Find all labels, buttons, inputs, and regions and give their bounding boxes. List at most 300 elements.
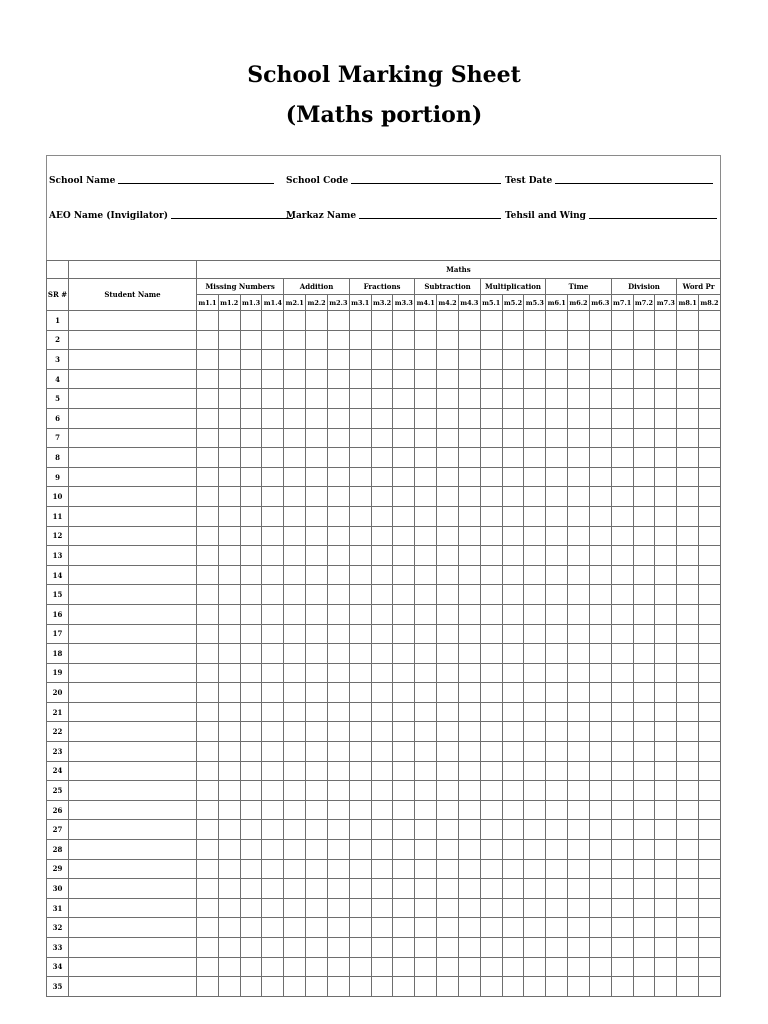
mark-cell[interactable]	[589, 918, 611, 938]
mark-cell[interactable]	[633, 506, 655, 526]
mark-cell[interactable]	[546, 389, 568, 409]
mark-cell[interactable]	[458, 624, 480, 644]
mark-cell[interactable]	[524, 369, 546, 389]
mark-cell[interactable]	[371, 311, 393, 331]
mark-cell[interactable]	[589, 742, 611, 762]
mark-cell[interactable]	[699, 800, 721, 820]
mark-cell[interactable]	[371, 683, 393, 703]
mark-cell[interactable]	[568, 977, 590, 997]
student-name-cell[interactable]	[69, 448, 197, 468]
mark-cell[interactable]	[240, 722, 262, 742]
mark-cell[interactable]	[524, 506, 546, 526]
mark-cell[interactable]	[262, 604, 284, 624]
mark-cell[interactable]	[371, 448, 393, 468]
mark-cell[interactable]	[524, 526, 546, 546]
mark-cell[interactable]	[633, 859, 655, 879]
mark-cell[interactable]	[655, 702, 677, 722]
mark-cell[interactable]	[611, 448, 633, 468]
mark-cell[interactable]	[284, 408, 306, 428]
mark-cell[interactable]	[218, 800, 240, 820]
mark-cell[interactable]	[589, 506, 611, 526]
mark-cell[interactable]	[524, 408, 546, 428]
mark-cell[interactable]	[458, 840, 480, 860]
mark-cell[interactable]	[306, 644, 328, 664]
mark-cell[interactable]	[197, 350, 219, 370]
mark-cell[interactable]	[437, 800, 459, 820]
mark-cell[interactable]	[240, 311, 262, 331]
mark-cell[interactable]	[458, 467, 480, 487]
mark-cell[interactable]	[218, 369, 240, 389]
mark-cell[interactable]	[197, 565, 219, 585]
mark-cell[interactable]	[611, 311, 633, 331]
student-name-cell[interactable]	[69, 487, 197, 507]
mark-cell[interactable]	[568, 820, 590, 840]
mark-cell[interactable]	[306, 526, 328, 546]
mark-cell[interactable]	[546, 369, 568, 389]
mark-cell[interactable]	[524, 428, 546, 448]
mark-cell[interactable]	[655, 742, 677, 762]
mark-cell[interactable]	[458, 859, 480, 879]
mark-cell[interactable]	[306, 898, 328, 918]
mark-cell[interactable]	[677, 311, 699, 331]
mark-cell[interactable]	[437, 565, 459, 585]
mark-cell[interactable]	[502, 918, 524, 938]
mark-cell[interactable]	[568, 624, 590, 644]
mark-cell[interactable]	[218, 565, 240, 585]
mark-cell[interactable]	[611, 820, 633, 840]
mark-cell[interactable]	[284, 448, 306, 468]
mark-cell[interactable]	[437, 487, 459, 507]
mark-cell[interactable]	[502, 977, 524, 997]
mark-cell[interactable]	[327, 840, 349, 860]
mark-cell[interactable]	[699, 722, 721, 742]
mark-cell[interactable]	[393, 918, 415, 938]
mark-cell[interactable]	[633, 663, 655, 683]
mark-cell[interactable]	[677, 761, 699, 781]
mark-cell[interactable]	[393, 840, 415, 860]
mark-cell[interactable]	[371, 369, 393, 389]
mark-cell[interactable]	[677, 350, 699, 370]
student-name-cell[interactable]	[69, 311, 197, 331]
mark-cell[interactable]	[589, 330, 611, 350]
mark-cell[interactable]	[371, 918, 393, 938]
mark-cell[interactable]	[502, 898, 524, 918]
mark-cell[interactable]	[306, 487, 328, 507]
mark-cell[interactable]	[437, 369, 459, 389]
mark-cell[interactable]	[327, 644, 349, 664]
mark-cell[interactable]	[568, 702, 590, 722]
mark-cell[interactable]	[262, 408, 284, 428]
mark-cell[interactable]	[589, 487, 611, 507]
mark-cell[interactable]	[458, 389, 480, 409]
mark-cell[interactable]	[546, 957, 568, 977]
mark-cell[interactable]	[524, 898, 546, 918]
mark-cell[interactable]	[327, 918, 349, 938]
mark-cell[interactable]	[371, 938, 393, 958]
mark-cell[interactable]	[480, 918, 502, 938]
mark-cell[interactable]	[458, 742, 480, 762]
mark-cell[interactable]	[306, 311, 328, 331]
mark-cell[interactable]	[349, 526, 371, 546]
mark-cell[interactable]	[197, 526, 219, 546]
mark-cell[interactable]	[502, 644, 524, 664]
mark-cell[interactable]	[568, 879, 590, 899]
mark-cell[interactable]	[327, 565, 349, 585]
mark-cell[interactable]	[306, 350, 328, 370]
mark-cell[interactable]	[240, 408, 262, 428]
mark-cell[interactable]	[284, 350, 306, 370]
mark-cell[interactable]	[327, 604, 349, 624]
mark-cell[interactable]	[437, 506, 459, 526]
mark-cell[interactable]	[415, 585, 437, 605]
student-name-cell[interactable]	[69, 938, 197, 958]
student-name-cell[interactable]	[69, 506, 197, 526]
mark-cell[interactable]	[284, 702, 306, 722]
mark-cell[interactable]	[677, 683, 699, 703]
mark-cell[interactable]	[262, 820, 284, 840]
mark-cell[interactable]	[415, 957, 437, 977]
mark-cell[interactable]	[677, 957, 699, 977]
mark-cell[interactable]	[415, 428, 437, 448]
mark-cell[interactable]	[677, 781, 699, 801]
mark-cell[interactable]	[524, 702, 546, 722]
mark-cell[interactable]	[371, 800, 393, 820]
student-name-cell[interactable]	[69, 330, 197, 350]
mark-cell[interactable]	[240, 702, 262, 722]
mark-cell[interactable]	[502, 604, 524, 624]
mark-cell[interactable]	[568, 722, 590, 742]
mark-cell[interactable]	[327, 800, 349, 820]
mark-cell[interactable]	[262, 957, 284, 977]
mark-cell[interactable]	[393, 350, 415, 370]
mark-cell[interactable]	[611, 918, 633, 938]
school-name-field[interactable]	[49, 176, 274, 186]
mark-cell[interactable]	[524, 330, 546, 350]
mark-cell[interactable]	[633, 840, 655, 860]
mark-cell[interactable]	[480, 898, 502, 918]
mark-cell[interactable]	[568, 565, 590, 585]
mark-cell[interactable]	[589, 683, 611, 703]
mark-cell[interactable]	[458, 702, 480, 722]
mark-cell[interactable]	[284, 742, 306, 762]
mark-cell[interactable]	[284, 311, 306, 331]
mark-cell[interactable]	[699, 859, 721, 879]
mark-cell[interactable]	[633, 448, 655, 468]
mark-cell[interactable]	[437, 742, 459, 762]
mark-cell[interactable]	[393, 702, 415, 722]
mark-cell[interactable]	[699, 761, 721, 781]
mark-cell[interactable]	[240, 840, 262, 860]
mark-cell[interactable]	[458, 800, 480, 820]
mark-cell[interactable]	[611, 644, 633, 664]
mark-cell[interactable]	[437, 546, 459, 566]
student-name-cell[interactable]	[69, 800, 197, 820]
mark-cell[interactable]	[197, 683, 219, 703]
school-code-field[interactable]	[286, 176, 501, 186]
mark-cell[interactable]	[458, 879, 480, 899]
mark-cell[interactable]	[655, 604, 677, 624]
mark-cell[interactable]	[458, 938, 480, 958]
mark-cell[interactable]	[393, 761, 415, 781]
mark-cell[interactable]	[568, 487, 590, 507]
mark-cell[interactable]	[262, 311, 284, 331]
mark-cell[interactable]	[633, 604, 655, 624]
mark-cell[interactable]	[655, 938, 677, 958]
mark-cell[interactable]	[284, 820, 306, 840]
mark-cell[interactable]	[306, 722, 328, 742]
mark-cell[interactable]	[502, 467, 524, 487]
mark-cell[interactable]	[568, 585, 590, 605]
mark-cell[interactable]	[371, 565, 393, 585]
mark-cell[interactable]	[262, 350, 284, 370]
student-name-cell[interactable]	[69, 565, 197, 585]
mark-cell[interactable]	[677, 408, 699, 428]
mark-cell[interactable]	[393, 663, 415, 683]
mark-cell[interactable]	[327, 761, 349, 781]
mark-cell[interactable]	[284, 330, 306, 350]
mark-cell[interactable]	[197, 957, 219, 977]
mark-cell[interactable]	[197, 702, 219, 722]
mark-cell[interactable]	[349, 369, 371, 389]
mark-cell[interactable]	[589, 546, 611, 566]
mark-cell[interactable]	[349, 957, 371, 977]
mark-cell[interactable]	[262, 840, 284, 860]
mark-cell[interactable]	[502, 350, 524, 370]
student-name-cell[interactable]	[69, 957, 197, 977]
mark-cell[interactable]	[633, 546, 655, 566]
mark-cell[interactable]	[218, 467, 240, 487]
mark-cell[interactable]	[349, 879, 371, 899]
mark-cell[interactable]	[546, 977, 568, 997]
mark-cell[interactable]	[458, 644, 480, 664]
mark-cell[interactable]	[240, 350, 262, 370]
mark-cell[interactable]	[524, 546, 546, 566]
mark-cell[interactable]	[218, 898, 240, 918]
mark-cell[interactable]	[437, 781, 459, 801]
mark-cell[interactable]	[502, 369, 524, 389]
mark-cell[interactable]	[611, 683, 633, 703]
mark-cell[interactable]	[502, 683, 524, 703]
mark-cell[interactable]	[611, 546, 633, 566]
mark-cell[interactable]	[502, 820, 524, 840]
mark-cell[interactable]	[437, 467, 459, 487]
mark-cell[interactable]	[480, 957, 502, 977]
mark-cell[interactable]	[589, 663, 611, 683]
mark-cell[interactable]	[655, 644, 677, 664]
mark-cell[interactable]	[327, 448, 349, 468]
mark-cell[interactable]	[480, 722, 502, 742]
mark-cell[interactable]	[415, 800, 437, 820]
mark-cell[interactable]	[262, 898, 284, 918]
mark-cell[interactable]	[699, 585, 721, 605]
mark-cell[interactable]	[371, 604, 393, 624]
mark-cell[interactable]	[502, 663, 524, 683]
mark-cell[interactable]	[393, 742, 415, 762]
mark-cell[interactable]	[458, 311, 480, 331]
mark-cell[interactable]	[524, 467, 546, 487]
student-name-cell[interactable]	[69, 781, 197, 801]
mark-cell[interactable]	[502, 840, 524, 860]
mark-cell[interactable]	[284, 369, 306, 389]
mark-cell[interactable]	[262, 663, 284, 683]
mark-cell[interactable]	[262, 330, 284, 350]
mark-cell[interactable]	[284, 644, 306, 664]
mark-cell[interactable]	[677, 977, 699, 997]
student-name-cell[interactable]	[69, 428, 197, 448]
mark-cell[interactable]	[415, 506, 437, 526]
mark-cell[interactable]	[589, 369, 611, 389]
mark-cell[interactable]	[699, 448, 721, 468]
mark-cell[interactable]	[415, 311, 437, 331]
mark-cell[interactable]	[502, 565, 524, 585]
mark-cell[interactable]	[306, 859, 328, 879]
mark-cell[interactable]	[589, 350, 611, 370]
mark-cell[interactable]	[633, 311, 655, 331]
mark-cell[interactable]	[437, 428, 459, 448]
mark-cell[interactable]	[480, 879, 502, 899]
mark-cell[interactable]	[218, 663, 240, 683]
mark-cell[interactable]	[677, 526, 699, 546]
mark-cell[interactable]	[546, 879, 568, 899]
mark-cell[interactable]	[415, 820, 437, 840]
mark-cell[interactable]	[262, 702, 284, 722]
mark-cell[interactable]	[240, 781, 262, 801]
mark-cell[interactable]	[589, 565, 611, 585]
mark-cell[interactable]	[568, 408, 590, 428]
mark-cell[interactable]	[393, 487, 415, 507]
mark-cell[interactable]	[262, 389, 284, 409]
mark-cell[interactable]	[349, 898, 371, 918]
mark-cell[interactable]	[458, 585, 480, 605]
mark-cell[interactable]	[218, 428, 240, 448]
aeo-name-line[interactable]	[171, 217, 293, 219]
mark-cell[interactable]	[437, 722, 459, 742]
mark-cell[interactable]	[589, 585, 611, 605]
mark-cell[interactable]	[197, 938, 219, 958]
mark-cell[interactable]	[699, 428, 721, 448]
mark-cell[interactable]	[327, 506, 349, 526]
mark-cell[interactable]	[699, 350, 721, 370]
mark-cell[interactable]	[677, 644, 699, 664]
mark-cell[interactable]	[677, 820, 699, 840]
mark-cell[interactable]	[458, 604, 480, 624]
mark-cell[interactable]	[611, 467, 633, 487]
mark-cell[interactable]	[284, 389, 306, 409]
mark-cell[interactable]	[262, 448, 284, 468]
mark-cell[interactable]	[589, 408, 611, 428]
mark-cell[interactable]	[437, 644, 459, 664]
mark-cell[interactable]	[306, 663, 328, 683]
mark-cell[interactable]	[633, 918, 655, 938]
mark-cell[interactable]	[262, 742, 284, 762]
mark-cell[interactable]	[611, 408, 633, 428]
mark-cell[interactable]	[218, 840, 240, 860]
mark-cell[interactable]	[546, 330, 568, 350]
mark-cell[interactable]	[699, 546, 721, 566]
mark-cell[interactable]	[546, 604, 568, 624]
mark-cell[interactable]	[546, 859, 568, 879]
mark-cell[interactable]	[393, 604, 415, 624]
student-name-cell[interactable]	[69, 369, 197, 389]
mark-cell[interactable]	[371, 742, 393, 762]
mark-cell[interactable]	[262, 800, 284, 820]
mark-cell[interactable]	[458, 428, 480, 448]
mark-cell[interactable]	[327, 859, 349, 879]
mark-cell[interactable]	[546, 683, 568, 703]
mark-cell[interactable]	[589, 957, 611, 977]
mark-cell[interactable]	[589, 389, 611, 409]
mark-cell[interactable]	[327, 898, 349, 918]
mark-cell[interactable]	[415, 369, 437, 389]
mark-cell[interactable]	[218, 761, 240, 781]
mark-cell[interactable]	[524, 800, 546, 820]
mark-cell[interactable]	[699, 604, 721, 624]
mark-cell[interactable]	[546, 898, 568, 918]
mark-cell[interactable]	[633, 800, 655, 820]
student-name-cell[interactable]	[69, 467, 197, 487]
student-name-cell[interactable]	[69, 898, 197, 918]
mark-cell[interactable]	[393, 644, 415, 664]
mark-cell[interactable]	[480, 781, 502, 801]
mark-cell[interactable]	[546, 487, 568, 507]
mark-cell[interactable]	[524, 644, 546, 664]
mark-cell[interactable]	[306, 428, 328, 448]
mark-cell[interactable]	[218, 977, 240, 997]
mark-cell[interactable]	[197, 977, 219, 997]
mark-cell[interactable]	[458, 526, 480, 546]
mark-cell[interactable]	[633, 526, 655, 546]
mark-cell[interactable]	[393, 859, 415, 879]
mark-cell[interactable]	[371, 702, 393, 722]
mark-cell[interactable]	[568, 350, 590, 370]
mark-cell[interactable]	[240, 742, 262, 762]
mark-cell[interactable]	[611, 977, 633, 997]
mark-cell[interactable]	[393, 526, 415, 546]
mark-cell[interactable]	[349, 781, 371, 801]
mark-cell[interactable]	[306, 604, 328, 624]
mark-cell[interactable]	[393, 565, 415, 585]
mark-cell[interactable]	[349, 546, 371, 566]
mark-cell[interactable]	[327, 585, 349, 605]
mark-cell[interactable]	[502, 546, 524, 566]
mark-cell[interactable]	[524, 487, 546, 507]
mark-cell[interactable]	[655, 546, 677, 566]
mark-cell[interactable]	[568, 389, 590, 409]
mark-cell[interactable]	[677, 742, 699, 762]
mark-cell[interactable]	[524, 918, 546, 938]
mark-cell[interactable]	[611, 565, 633, 585]
mark-cell[interactable]	[437, 663, 459, 683]
mark-cell[interactable]	[371, 781, 393, 801]
mark-cell[interactable]	[240, 957, 262, 977]
mark-cell[interactable]	[546, 781, 568, 801]
mark-cell[interactable]	[524, 663, 546, 683]
mark-cell[interactable]	[699, 487, 721, 507]
mark-cell[interactable]	[327, 467, 349, 487]
mark-cell[interactable]	[218, 742, 240, 762]
mark-cell[interactable]	[677, 938, 699, 958]
student-name-cell[interactable]	[69, 624, 197, 644]
mark-cell[interactable]	[371, 526, 393, 546]
mark-cell[interactable]	[524, 448, 546, 468]
mark-cell[interactable]	[284, 428, 306, 448]
mark-cell[interactable]	[611, 800, 633, 820]
mark-cell[interactable]	[611, 742, 633, 762]
mark-cell[interactable]	[349, 663, 371, 683]
mark-cell[interactable]	[502, 624, 524, 644]
mark-cell[interactable]	[371, 428, 393, 448]
mark-cell[interactable]	[415, 467, 437, 487]
